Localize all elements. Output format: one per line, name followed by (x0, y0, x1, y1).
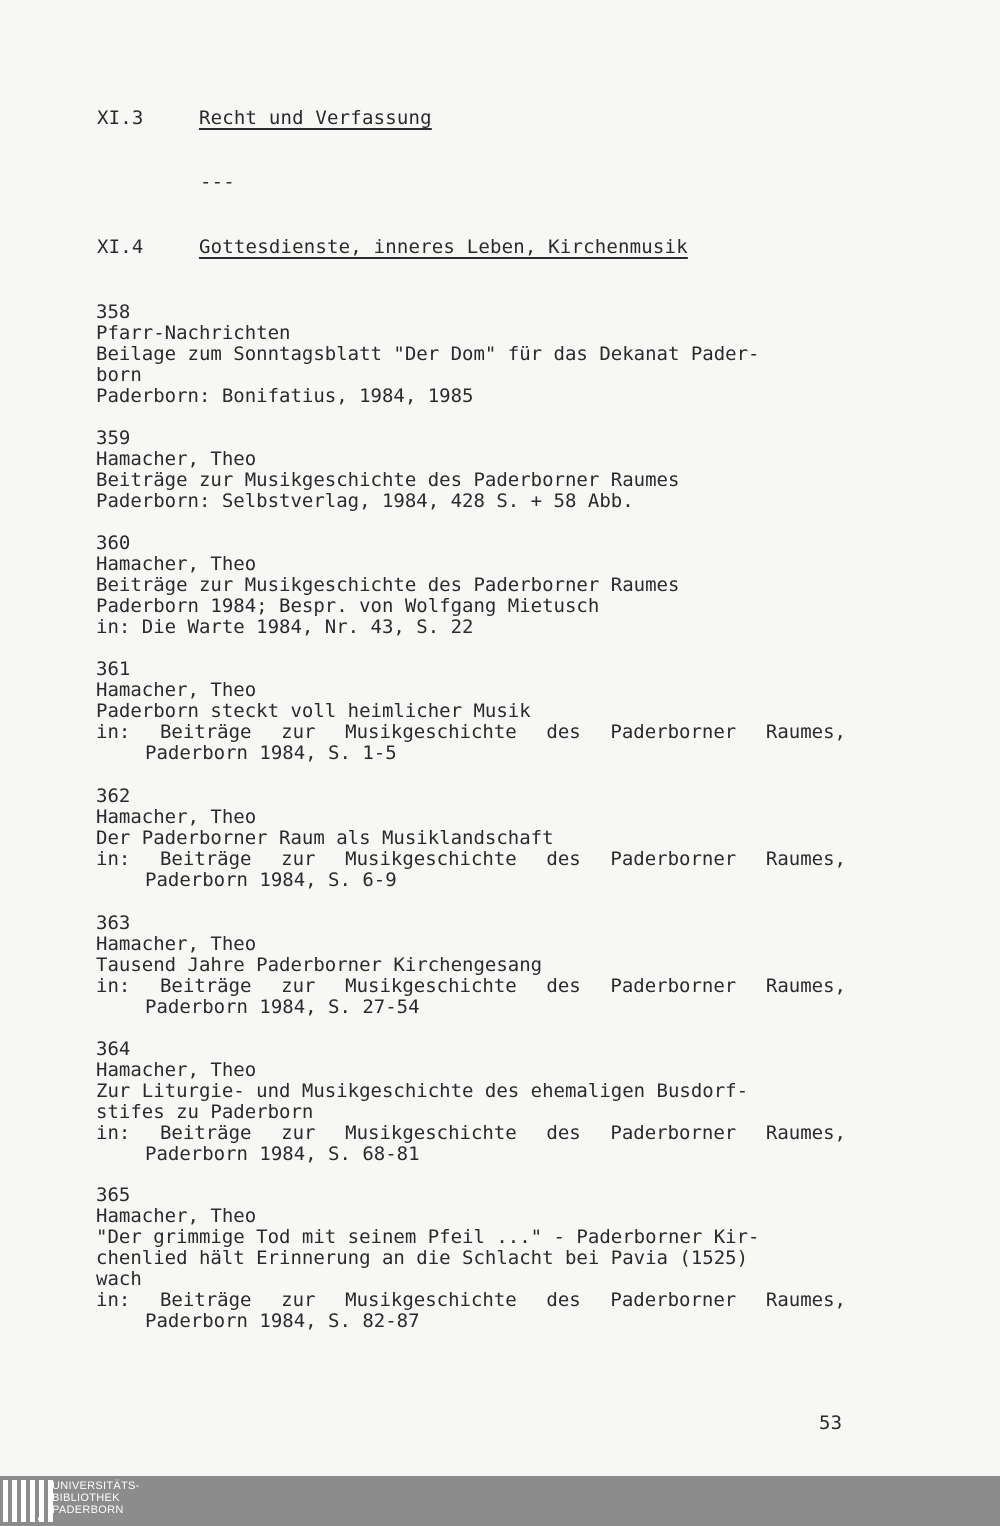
source-line (96, 976, 846, 997)
source-word: Beiträge (159, 975, 252, 997)
source-word: Musikgeschichte (345, 1122, 517, 1144)
source-word: Beiträge (159, 1289, 252, 1311)
entry-line: Paderborn: Selbstverlag, 1984, 428 S. + 58 Abb. (96, 490, 634, 512)
section-number: XI.4 (97, 236, 144, 258)
source-word: in: (96, 848, 131, 870)
bibliography-entry (96, 302, 856, 407)
entry-line: Paderborn steckt voll heimlicher Musik (96, 700, 531, 722)
source-word: des (546, 848, 581, 870)
entry-line: Tausend Jahre Paderborner Kirchengesang (96, 954, 543, 976)
bibliography-entry (96, 533, 856, 638)
source-word: zur (281, 1122, 316, 1144)
entry-line: Der Paderborner Raum als Musiklandschaft (96, 827, 554, 849)
source-word: Raumes, (765, 975, 846, 997)
entry-number: 361 (96, 658, 131, 680)
source-word: Paderborner (610, 848, 737, 870)
source-word: Beiträge (159, 721, 252, 743)
source-word: in: (96, 721, 131, 743)
entry-line: Beiträge zur Musikgeschichte des Paderborner Raumes (96, 469, 680, 491)
entry-line: wach (96, 1268, 142, 1290)
entry-line: Hamacher, Theo (96, 553, 257, 575)
entry-number: 358 (96, 301, 131, 323)
entry-line: Zur Liturgie- und Musikgeschichte des ehemaligen Busdorf- (96, 1080, 749, 1102)
source-word: Raumes, (765, 1122, 846, 1144)
entry-line: Beilage zum Sonntagsblatt "Der Dom" für das Dekanat Pader- (96, 343, 760, 365)
source-word: Raumes, (765, 848, 846, 870)
source-word: Beiträge (159, 1122, 252, 1144)
entry-line: "Der grimmige Tod mit seinem Pfeil ..." - Paderborner Kir- (96, 1226, 760, 1248)
entry-number: 364 (96, 1038, 131, 1060)
entry-line: born (96, 364, 142, 386)
source-word: Raumes, (765, 721, 846, 743)
entry-line: Hamacher, Theo (96, 933, 257, 955)
source-word: zur (281, 1289, 316, 1311)
source-word: Musikgeschichte (345, 1289, 517, 1311)
source-line (96, 1290, 846, 1311)
entry-line: Hamacher, Theo (96, 1205, 257, 1227)
source-continuation: Paderborn 1984, S. 27-54 (145, 996, 420, 1018)
bibliography-entry (96, 1039, 856, 1165)
source-word: Paderborner (610, 975, 737, 997)
page-number: 53 (819, 1412, 843, 1434)
section-title: Gottesdienste, inneres Leben, Kirchenmusik (199, 236, 688, 258)
source-word: zur (281, 848, 316, 870)
source-word: zur (281, 975, 316, 997)
entry-number: 360 (96, 532, 131, 554)
source-line (96, 1123, 846, 1144)
source-word: des (546, 721, 581, 743)
logo-line: UNIVERSITÄTS- (52, 1480, 140, 1492)
bibliography-entry (96, 659, 856, 764)
source-continuation: Paderborn 1984, S. 68-81 (145, 1143, 420, 1165)
entry-number: 365 (96, 1184, 131, 1206)
source-line (96, 722, 846, 743)
section-number: XI.3 (97, 107, 144, 129)
entry-line: Hamacher, Theo (96, 679, 257, 701)
entry-line: Paderborn: Bonifatius, 1984, 1985 (96, 385, 474, 407)
source-word: in: (96, 975, 131, 997)
source-word: Paderborner (610, 721, 737, 743)
library-footer-bar (0, 1476, 1000, 1526)
entry-line: in: Die Warte 1984, Nr. 43, S. 22 (96, 616, 474, 638)
section-title: Recht und Verfassung (199, 107, 432, 129)
source-word: zur (281, 721, 316, 743)
entry-line: Paderborn 1984; Bespr. von Wolfgang Mietusch (96, 595, 600, 617)
source-continuation: Paderborn 1984, S. 6-9 (145, 869, 397, 891)
source-word: Musikgeschichte (345, 721, 517, 743)
source-word: des (546, 1122, 581, 1144)
section-placeholder: --- (200, 171, 235, 193)
library-logo-text (52, 1480, 140, 1516)
source-continuation: Paderborn 1984, S. 82-87 (145, 1310, 420, 1332)
logo-line: PADERBORN (52, 1504, 124, 1516)
source-word: Paderborner (610, 1122, 737, 1144)
source-line (96, 849, 846, 870)
entry-line: chenlied hält Erinnerung an die Schlacht bei Pavia (1525) (96, 1247, 749, 1269)
source-word: in: (96, 1289, 131, 1311)
source-continuation: Paderborn 1984, S. 1-5 (145, 742, 397, 764)
bibliography-entry (96, 1185, 856, 1332)
source-word: Beiträge (159, 848, 252, 870)
logo-line: BIBLIOTHEK (52, 1492, 120, 1504)
entry-line: stifes zu Paderborn (96, 1101, 314, 1123)
entry-number: 363 (96, 912, 131, 934)
source-word: Musikgeschichte (345, 848, 517, 870)
entry-line: Beiträge zur Musikgeschichte des Paderborner Raumes (96, 574, 680, 596)
entry-line: Hamacher, Theo (96, 448, 257, 470)
bibliography-entry (96, 786, 856, 891)
source-word: Raumes, (765, 1289, 846, 1311)
source-word: in: (96, 1122, 131, 1144)
source-word: des (546, 1289, 581, 1311)
entry-line: Hamacher, Theo (96, 1059, 257, 1081)
bibliography-entry (96, 428, 856, 512)
entry-number: 359 (96, 427, 131, 449)
logo-dot-icon (38, 1516, 44, 1522)
entry-number: 362 (96, 785, 131, 807)
source-word: Musikgeschichte (345, 975, 517, 997)
bibliography-entry (96, 913, 856, 1018)
source-word: Paderborner (610, 1289, 737, 1311)
library-logo-icon (3, 1480, 53, 1522)
source-word: des (546, 975, 581, 997)
entry-line: Hamacher, Theo (96, 806, 257, 828)
entry-line: Pfarr-Nachrichten (96, 322, 291, 344)
